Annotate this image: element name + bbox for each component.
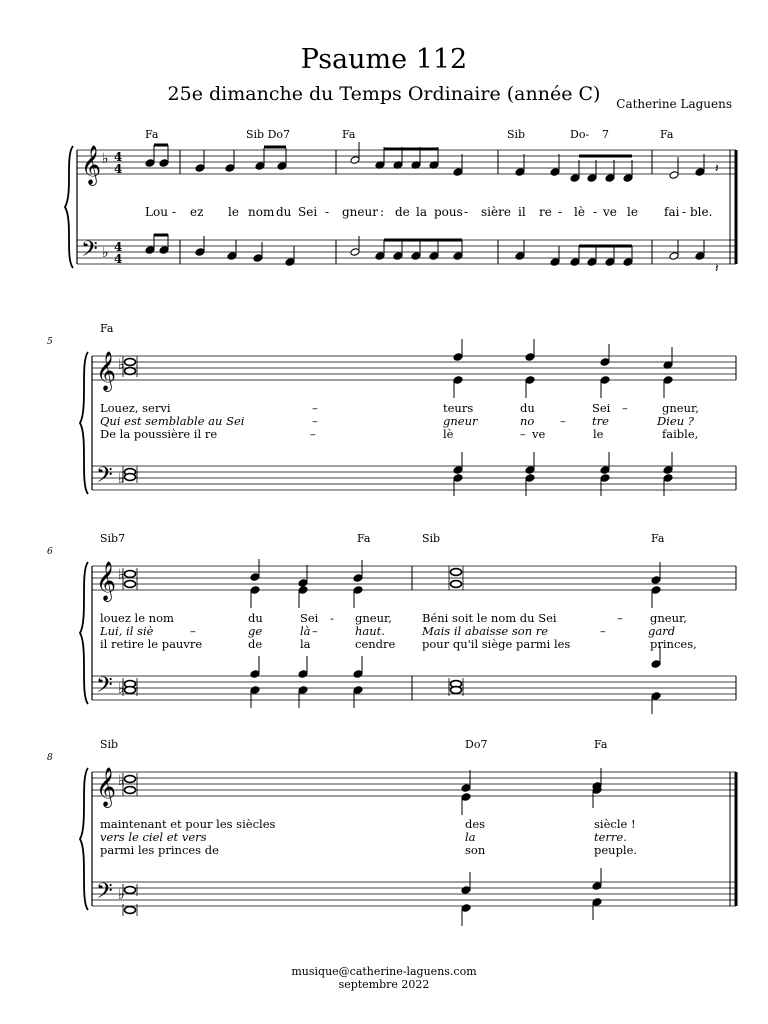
notehead [605, 174, 615, 183]
lyric-word: teurs [443, 401, 474, 415]
notehead [515, 168, 525, 177]
lyric-syllable: - [325, 205, 330, 219]
lyric-word: son [465, 843, 486, 857]
notehead [623, 174, 633, 183]
key-flat: ♭ [118, 887, 125, 903]
notehead [663, 376, 673, 385]
lyric-word: gneur, [650, 611, 687, 625]
notehead [695, 168, 705, 177]
page-subtitle: 25e dimanche du Temps Ordinaire (année C) [167, 83, 601, 105]
lyric-word: – [312, 624, 318, 638]
lyric-word: haut. [355, 624, 385, 638]
bass-clef: 𝄢 [96, 879, 113, 909]
notehead [623, 258, 633, 267]
notehead [592, 882, 602, 891]
lyric-word: – [312, 414, 318, 428]
notehead [353, 670, 363, 679]
lyric-word: – [190, 624, 196, 638]
notehead [669, 252, 679, 261]
notehead [253, 254, 263, 263]
lyric-word: cendre [355, 637, 396, 651]
notehead [250, 586, 260, 595]
notehead [695, 252, 705, 261]
notehead [195, 248, 205, 257]
lyric-word: no [520, 414, 535, 428]
notehead [350, 248, 360, 257]
lyric-word: ge [248, 624, 263, 638]
whole-note [125, 787, 136, 794]
whole-note [125, 887, 136, 894]
whole-note [125, 368, 136, 375]
notehead [453, 168, 463, 177]
notehead [525, 353, 535, 362]
notehead [453, 466, 463, 475]
lyric-syllable: lè [574, 205, 585, 219]
footer-date: septembre 2022 [338, 978, 430, 991]
chord-symbol: Do- [570, 128, 590, 141]
whole-note [125, 581, 136, 588]
lyric-word: peuple. [594, 843, 638, 857]
chord-symbol: Fa [357, 532, 371, 545]
chord-symbol: Fa [145, 128, 159, 141]
notehead [592, 898, 602, 907]
lyric-word: gard [648, 624, 676, 638]
notehead [600, 466, 610, 475]
lyric-word: louez le nom [100, 611, 174, 625]
notehead [600, 474, 610, 483]
key-flat: ♭ [118, 681, 125, 697]
notehead [195, 164, 205, 173]
lyric-word: princes, [650, 637, 697, 651]
notehead [353, 586, 363, 595]
lyric-syllable: : [380, 205, 385, 219]
whole-note [451, 687, 462, 694]
treble-clef: 𝄞 [81, 145, 102, 185]
whole-note [125, 359, 136, 366]
chord-symbol: Sib7 [100, 532, 126, 545]
notehead [550, 258, 560, 267]
notehead [298, 686, 308, 695]
key-flat: ♭ [118, 567, 125, 583]
lyric-word: maintenant et pour les siècles [100, 817, 276, 831]
page-title: Psaume 112 [300, 44, 468, 75]
lyric-syllable: le [228, 205, 239, 219]
lyric-word: – [622, 401, 628, 415]
notehead [145, 159, 155, 168]
notehead [353, 574, 363, 583]
lyric-word: il retire le pauvre [100, 637, 203, 651]
notehead [461, 784, 471, 793]
lyric-syllable: il [518, 205, 526, 219]
key-flat: ♭ [118, 773, 125, 789]
composer-name: Catherine Laguens [616, 97, 732, 111]
chord-symbol: Sib [422, 532, 441, 545]
time-signature: 4 [114, 162, 123, 176]
notehead [600, 376, 610, 385]
notehead [250, 670, 260, 679]
bass-clef: 𝄢 [96, 463, 113, 493]
notehead [525, 474, 535, 483]
notehead [651, 586, 661, 595]
lyric-word: Dieu ? [657, 414, 694, 428]
lyric-syllable: le [627, 205, 638, 219]
notehead [570, 258, 580, 267]
notehead [461, 904, 471, 913]
notehead [663, 474, 673, 483]
notehead [570, 174, 580, 183]
lyric-word: du [248, 611, 263, 625]
chord-symbol: Do7 [465, 738, 488, 751]
notehead [525, 376, 535, 385]
lyric-word: Qui est semblable au Sei [100, 414, 245, 428]
lyric-syllable: gneur [342, 205, 378, 219]
chord-symbol: Fa [660, 128, 674, 141]
whole-note [125, 474, 136, 481]
notehead [298, 586, 308, 595]
lyric-word: ve [532, 427, 546, 441]
notehead [651, 576, 661, 585]
notehead [350, 156, 360, 165]
lyric-word: – [312, 401, 318, 415]
lyric-word: parmi les princes de [100, 843, 219, 857]
notehead [453, 474, 463, 483]
chord-symbol: 7 [602, 128, 609, 141]
lyric-word: de [248, 637, 263, 651]
notehead [277, 162, 287, 171]
chord-symbol: Fa [594, 738, 608, 751]
notehead [298, 670, 308, 679]
notehead [587, 258, 597, 267]
notehead [250, 573, 260, 582]
lyric-word: Sei [300, 611, 319, 625]
lyric-syllable: sière [481, 205, 511, 219]
notehead [600, 358, 610, 367]
lyric-word: – [600, 624, 606, 638]
notehead [550, 168, 560, 177]
lyric-syllable: ble. [690, 205, 713, 219]
measure-number: 6 [47, 547, 53, 557]
whole-note [451, 569, 462, 576]
notehead [429, 252, 439, 261]
lyric-word: lè [443, 427, 454, 441]
lyric-syllable: - [558, 205, 563, 219]
rest: 𝄽 [715, 161, 719, 175]
lyric-syllable: la [416, 205, 427, 219]
lyric-syllable: pous [434, 205, 463, 219]
notehead [669, 171, 679, 180]
system-brace [80, 768, 88, 910]
whole-note [125, 907, 136, 914]
lyric-word: terre. [594, 830, 627, 844]
notehead [298, 579, 308, 588]
notehead [250, 686, 260, 695]
notehead [145, 246, 155, 255]
time-signature: 4 [114, 252, 123, 266]
lyric-word: vers le ciel et vers [100, 830, 207, 844]
whole-note [451, 581, 462, 588]
key-flat: ♭ [118, 471, 125, 487]
notehead [453, 353, 463, 362]
staff-lines [65, 146, 736, 910]
lyric-word: des [465, 817, 486, 831]
notehead [663, 466, 673, 475]
lyric-word: Louez, servi [100, 401, 171, 415]
notehead [411, 252, 421, 261]
rest: 𝄽 [715, 261, 719, 275]
notehead [515, 252, 525, 261]
lyric-syllable: Sei [298, 205, 318, 219]
lyric-word: gneur, [355, 611, 392, 625]
music-notation [123, 142, 705, 926]
measure-number: 8 [47, 753, 53, 763]
chord-symbol: Sib Do7 [246, 128, 291, 141]
notehead [453, 252, 463, 261]
notehead [651, 692, 661, 701]
lyric-syllable: - [682, 205, 687, 219]
measure-number: 5 [47, 337, 53, 347]
lyric-syllable: Lou [145, 205, 168, 219]
notehead [461, 886, 471, 895]
chord-symbol: Fa [342, 128, 356, 141]
lyric-word: Mais il abaisse son re [422, 624, 549, 638]
lyric-syllable: - [172, 205, 177, 219]
notehead [375, 252, 385, 261]
system-brace [80, 352, 88, 494]
lyric-word: le [593, 427, 604, 441]
lyric-syllable: ve [603, 205, 617, 219]
lyric-word: du [520, 401, 535, 415]
notehead [225, 164, 235, 173]
chord-symbol: Fa [100, 322, 114, 335]
notehead [393, 252, 403, 261]
system-brace [65, 146, 73, 268]
lyric-word: – [617, 611, 623, 625]
lyric-word: - [330, 611, 334, 625]
notehead [159, 159, 169, 168]
notehead [285, 258, 295, 267]
chord-symbol: Sib [507, 128, 526, 141]
key-flat: ♭ [118, 357, 125, 373]
time-signature: 4 [114, 240, 123, 254]
lyric-word: – [310, 427, 316, 441]
footer-email: musique@catherine-laguens.com [291, 965, 477, 978]
treble-clef: 𝄞 [96, 767, 117, 807]
lyric-syllable: fai [664, 205, 680, 219]
lyric-word: De la poussière il re [100, 427, 218, 441]
time-signature: 4 [114, 150, 123, 164]
lyric-word: tre [592, 414, 609, 428]
lyric-word: là [300, 624, 311, 638]
notehead [525, 466, 535, 475]
page-footer [0, 965, 768, 991]
lyric-syllable: nom [248, 205, 275, 219]
system-brace [80, 562, 88, 704]
lyric-word: siècle ! [594, 817, 636, 831]
notehead [227, 252, 237, 261]
lyric-syllable: - [464, 205, 469, 219]
lyric-syllable: - [593, 205, 598, 219]
notehead [461, 793, 471, 802]
notehead [605, 258, 615, 267]
lyric-syllable: du [276, 205, 292, 219]
notehead [587, 174, 597, 183]
lyric-word: – [520, 427, 526, 441]
treble-clef: 𝄞 [96, 351, 117, 391]
lyric-syllable: de [395, 205, 410, 219]
lyric-word: la [465, 830, 476, 844]
notehead [651, 660, 661, 669]
chord-symbol: Sib [100, 738, 119, 751]
lyric-word: faible, [662, 427, 699, 441]
lyric-syllable: ez [190, 205, 204, 219]
lyric-word: gneur [443, 414, 478, 428]
key-flat: ♭ [102, 151, 109, 167]
notehead [159, 246, 169, 255]
notehead [353, 686, 363, 695]
notehead [453, 376, 463, 385]
whole-note [125, 571, 136, 578]
lyric-syllable: re [539, 205, 552, 219]
lyric-word: Lui, il siè [100, 624, 154, 638]
lyric-word: pour qu'il siège parmi les [422, 637, 571, 651]
treble-clef: 𝄞 [96, 561, 117, 601]
lyric-word: Sei [592, 401, 611, 415]
whole-note [125, 687, 136, 694]
notehead [255, 162, 265, 171]
chord-symbol: Fa [651, 532, 665, 545]
lyric-word: Béni soit le nom du Sei [422, 611, 557, 625]
bass-clef: 𝄢 [96, 673, 113, 703]
key-flat: ♭ [102, 245, 109, 261]
lyric-word: – [560, 414, 566, 428]
bass-clef: 𝄢 [81, 237, 98, 267]
lyric-word: gneur, [662, 401, 699, 415]
lyric-word: la [300, 637, 311, 651]
whole-note [125, 776, 136, 783]
